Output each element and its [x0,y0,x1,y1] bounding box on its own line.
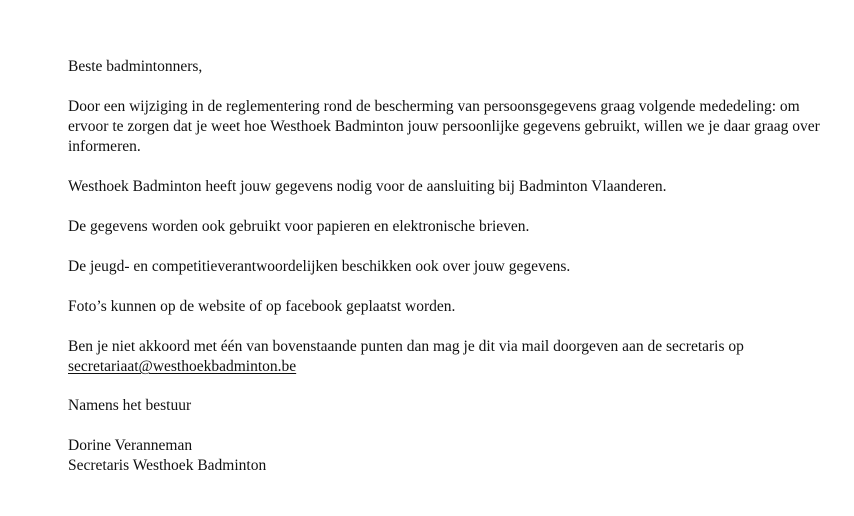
signature [68,436,828,476]
contact-text: Ben je niet akkoord met één van bovenstaande punten dan mag je dit via mail doorgeven aan de secretaris op [68,338,744,355]
signature-name: Dorine Veranneman [68,437,193,454]
paragraph-letters: De gegevens worden ook gebruikt voor papieren en elektronische brieven. [68,218,530,235]
letter-body [68,57,828,476]
paragraph-photos: Foto’s kunnen op de website of op facebook geplaatst worden. [68,298,456,315]
email-link[interactable]: secretariaat@westhoekbadminton.be [68,358,297,375]
paragraph-data-purpose: Westhoek Badminton heeft jouw gegevens nodig voor de aansluiting bij Badminton Vlaanderen. [68,178,667,195]
closing: Namens het bestuur [68,397,192,414]
greeting: Beste badmintonners, [68,58,203,75]
paragraph-privacy-notice: Door een wijziging in de reglementering rond de bescherming van persoonsgegevens graag volgende mededeling: om ervoor te zorgen dat je weet hoe Westhoek Badminton jouw persoonlijke gegevens gebruikt, willen we je daar graag over informeren. [68,98,820,155]
paragraph-contact [68,337,828,377]
signature-title: Secretaris Westhoek Badminton [68,457,267,474]
paragraph-responsibles: De jeugd- en competitieverantwoordelijken beschikken ook over jouw gegevens. [68,258,571,275]
